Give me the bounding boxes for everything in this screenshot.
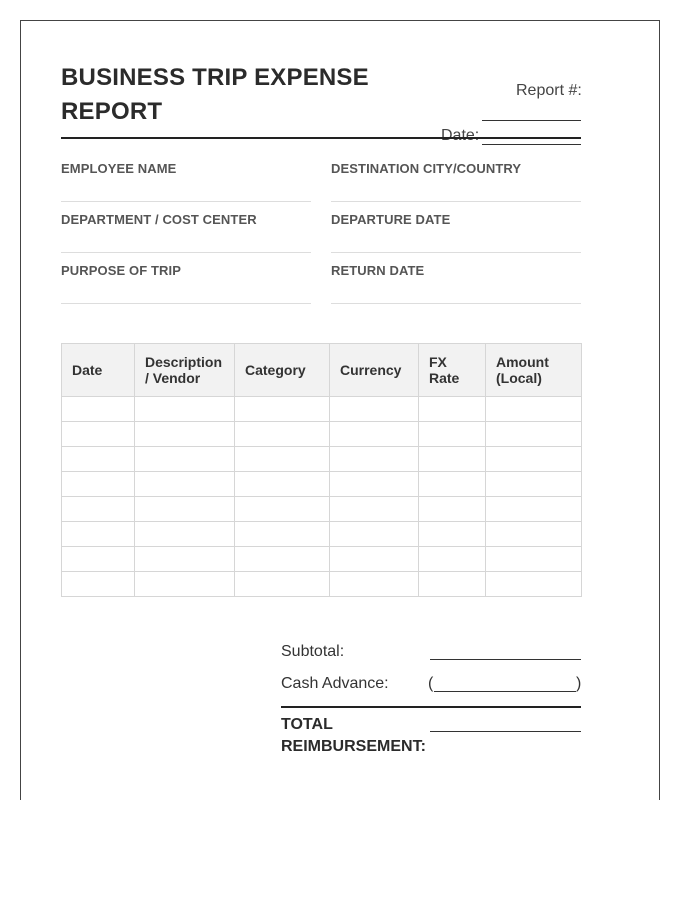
table-row bbox=[62, 472, 582, 497]
table-row bbox=[62, 547, 582, 572]
column-header-fx-rate: FX Rate bbox=[419, 344, 486, 397]
table-cell[interactable] bbox=[235, 547, 330, 572]
table-cell[interactable] bbox=[135, 572, 235, 597]
table-cell[interactable] bbox=[235, 497, 330, 522]
destination-field[interactable] bbox=[331, 201, 581, 202]
column-header-date: Date bbox=[62, 344, 135, 397]
table-cell[interactable] bbox=[330, 472, 419, 497]
employee-name-field[interactable] bbox=[61, 201, 311, 202]
subtotal-field[interactable] bbox=[430, 659, 581, 660]
table-cell[interactable] bbox=[62, 422, 135, 447]
table-row bbox=[62, 497, 582, 522]
subtotal-label: Subtotal: bbox=[281, 643, 345, 660]
table-cell[interactable] bbox=[135, 447, 235, 472]
employee-name-label: EMPLOYEE NAME bbox=[61, 161, 177, 176]
date-label: Date: bbox=[441, 127, 480, 144]
column-header-currency: Currency bbox=[330, 344, 419, 397]
cash-advance-close-paren: ) bbox=[576, 675, 582, 692]
expense-table bbox=[61, 343, 582, 597]
table-row bbox=[62, 422, 582, 447]
column-header-description: Description / Vendor bbox=[135, 344, 235, 397]
table-cell[interactable] bbox=[62, 472, 135, 497]
table-cell[interactable] bbox=[235, 522, 330, 547]
table-header-row bbox=[62, 344, 582, 397]
table-cell[interactable] bbox=[135, 522, 235, 547]
table-cell[interactable] bbox=[486, 397, 582, 422]
return-date-field[interactable] bbox=[331, 303, 581, 304]
table-cell[interactable] bbox=[486, 572, 582, 597]
department-label: DEPARTMENT / COST CENTER bbox=[61, 212, 257, 227]
table-cell[interactable] bbox=[419, 397, 486, 422]
table-cell[interactable] bbox=[419, 447, 486, 472]
table-cell[interactable] bbox=[486, 522, 582, 547]
return-date-label: RETURN DATE bbox=[331, 263, 425, 278]
column-header-category: Category bbox=[235, 344, 330, 397]
table-cell[interactable] bbox=[135, 422, 235, 447]
table-cell[interactable] bbox=[330, 522, 419, 547]
cash-advance-open-paren: ( bbox=[428, 675, 434, 692]
table-cell[interactable] bbox=[419, 472, 486, 497]
report-title: BUSINESS TRIP EXPENSE REPORT bbox=[61, 64, 369, 125]
table-cell[interactable] bbox=[135, 497, 235, 522]
table-cell[interactable] bbox=[235, 447, 330, 472]
table-cell[interactable] bbox=[235, 472, 330, 497]
table-cell[interactable] bbox=[330, 547, 419, 572]
table-cell[interactable] bbox=[62, 572, 135, 597]
table-cell[interactable] bbox=[62, 397, 135, 422]
report-number-label: Report #: bbox=[516, 82, 582, 99]
table-row bbox=[62, 447, 582, 472]
total-divider bbox=[281, 706, 581, 708]
table-cell[interactable] bbox=[330, 422, 419, 447]
table-cell[interactable] bbox=[135, 397, 235, 422]
table-cell[interactable] bbox=[330, 447, 419, 472]
table-cell[interactable] bbox=[486, 472, 582, 497]
table-cell[interactable] bbox=[330, 497, 419, 522]
table-cell[interactable] bbox=[486, 497, 582, 522]
date-field[interactable] bbox=[482, 144, 581, 145]
table-row bbox=[62, 397, 582, 422]
departure-date-label: DEPARTURE DATE bbox=[331, 212, 451, 227]
table-cell[interactable] bbox=[419, 572, 486, 597]
destination-label: DESTINATION CITY/COUNTRY bbox=[331, 161, 522, 176]
departure-date-field[interactable] bbox=[331, 252, 581, 253]
total-reimbursement-field[interactable] bbox=[430, 731, 581, 732]
table-cell[interactable] bbox=[419, 422, 486, 447]
table-cell[interactable] bbox=[330, 572, 419, 597]
table-cell[interactable] bbox=[419, 522, 486, 547]
expense-table-body bbox=[62, 397, 582, 597]
table-cell[interactable] bbox=[62, 522, 135, 547]
table-cell[interactable] bbox=[235, 422, 330, 447]
cash-advance-label: Cash Advance: bbox=[281, 675, 389, 692]
table-cell[interactable] bbox=[235, 572, 330, 597]
table-row bbox=[62, 522, 582, 547]
table-row bbox=[62, 572, 582, 597]
header-divider bbox=[61, 137, 581, 139]
table-cell[interactable] bbox=[135, 547, 235, 572]
table-cell[interactable] bbox=[419, 497, 486, 522]
table-cell[interactable] bbox=[486, 547, 582, 572]
table-cell[interactable] bbox=[62, 497, 135, 522]
total-reimbursement-label: TOTAL REIMBURSEMENT: bbox=[281, 716, 426, 755]
table-cell[interactable] bbox=[419, 547, 486, 572]
report-number-field[interactable] bbox=[482, 120, 581, 121]
table-cell[interactable] bbox=[486, 422, 582, 447]
table-cell[interactable] bbox=[135, 472, 235, 497]
purpose-field[interactable] bbox=[61, 303, 311, 304]
table-cell[interactable] bbox=[330, 397, 419, 422]
table-cell[interactable] bbox=[235, 397, 330, 422]
table-cell[interactable] bbox=[62, 547, 135, 572]
cash-advance-field[interactable] bbox=[434, 691, 576, 692]
column-header-amount: Amount (Local) bbox=[486, 344, 582, 397]
purpose-label: PURPOSE OF TRIP bbox=[61, 263, 181, 278]
department-field[interactable] bbox=[61, 252, 311, 253]
table-cell[interactable] bbox=[486, 447, 582, 472]
table-cell[interactable] bbox=[62, 447, 135, 472]
